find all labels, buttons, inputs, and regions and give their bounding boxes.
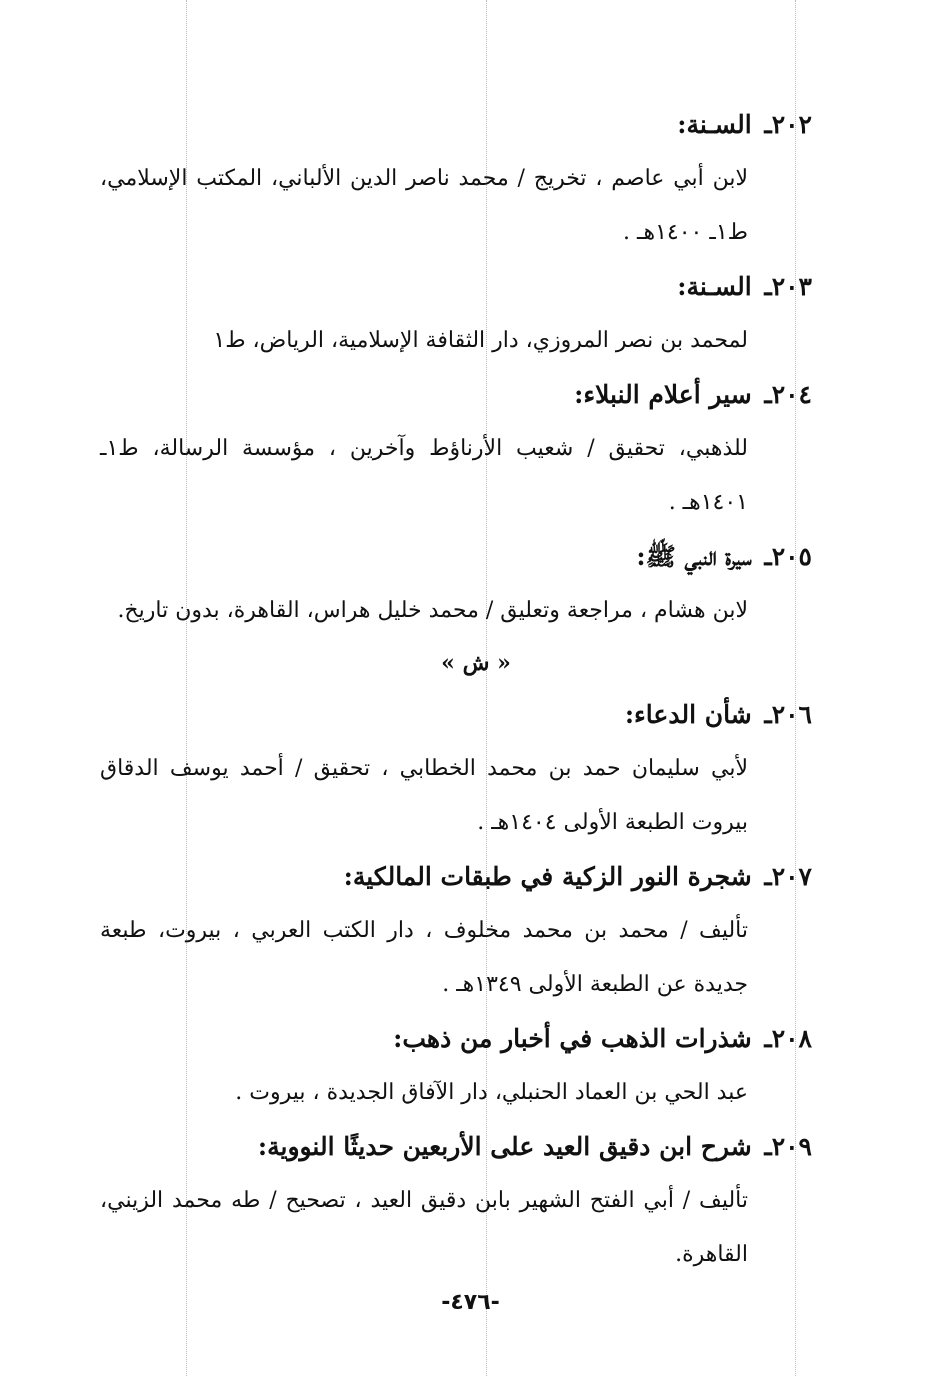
- page-number: -٤٧٦-: [441, 1290, 500, 1315]
- entry-line: لأبي سليمان حمد بن محمد الخطابي ، تحقيق / أحمد يوسف الدقاق: [100, 756, 748, 781]
- entry-number: ٢٠٥ـ: [764, 542, 812, 571]
- entry-title: [100, 688, 812, 742]
- entry-number: ٢٠٣ـ: [764, 272, 812, 301]
- entry-title-text: السـنة:: [677, 272, 752, 301]
- bibliography-entry: [100, 688, 812, 850]
- entry-line: تأليف / أبي الفتح الشهير بابن دقيق العيد ، تصحيح / طه محمد الزيني،: [100, 1188, 748, 1213]
- entry-line: لابن أبي عاصم ، تخريج / محمد ناصر الدين الألباني، المكتب الإسلامي،: [100, 166, 748, 191]
- bibliography-entry: [100, 260, 812, 368]
- entry-line: للذهبي، تحقيق / شعيب الأرناؤط وآخرين ، مؤسسة الرسالة، ط١ـ: [100, 436, 748, 461]
- entry-title-text: شرح ابن دقيق العيد على الأربعين حديثًا النووية:: [257, 1132, 752, 1161]
- entry-title: [100, 530, 812, 584]
- bibliography-entry: [100, 530, 812, 638]
- bibliography-entry: [100, 1120, 812, 1282]
- entry-title-text: شذرات الذهب في أخبار من ذهب:: [393, 1024, 752, 1053]
- entry-number: ٢٠٤ـ: [764, 380, 812, 409]
- entry-number: ٢٠٢ـ: [764, 110, 812, 139]
- entry-line: عبد الحي بن العماد الحنبلي، دار الآفاق الجديدة ، بيروت .: [235, 1080, 748, 1105]
- entry-title-text: شأن الدعاء:: [624, 700, 752, 729]
- bibliography-entry: [100, 368, 812, 530]
- bibliography-list: [100, 98, 812, 1282]
- entry-line: بيروت الطبعة الأولى ١٤٠٤هـ .: [477, 810, 748, 835]
- entry-title-text: شجرة النور الزكية في طبقات المالكية:: [343, 862, 752, 891]
- entry-line: ١٤٠١هـ .: [668, 490, 748, 515]
- entry-title-text: سير أعلام النبلاء:: [574, 380, 752, 409]
- entry-number: ٢٠٦ـ: [764, 700, 812, 729]
- entry-title: [100, 98, 812, 152]
- section-letter-heading: « ش »: [441, 650, 511, 676]
- entry-title: [100, 850, 812, 904]
- entry-number: ٢٠٩ـ: [764, 1132, 812, 1161]
- entry-title: [100, 260, 812, 314]
- entry-line: القاهرة.: [675, 1242, 748, 1267]
- entry-title-text: السـنة:: [677, 110, 752, 139]
- bibliography-entry: [100, 1012, 812, 1120]
- entry-line: لابن هشام ، مراجعة وتعليق / محمد خليل هراس، القاهرة، بدون تاريخ.: [117, 598, 748, 623]
- entry-line: لمحمد بن نصر المروزي، دار الثقافة الإسلامية، الرياض، ط١: [213, 328, 748, 353]
- entry-number: ٢٠٨ـ: [764, 1024, 812, 1053]
- entry-line: ط١ـ ١٤٠٠هـ .: [623, 220, 748, 245]
- entry-line: جديدة عن الطبعة الأولى ١٣٤٩هـ .: [442, 972, 748, 997]
- entry-number: ٢٠٧ـ: [764, 862, 812, 891]
- entry-title: [100, 368, 812, 422]
- entry-title: [100, 1012, 812, 1066]
- entry-title: [100, 1120, 812, 1174]
- entry-line: تأليف / محمد بن محمد مخلوف ، دار الكتب العربي ، بيروت، طبعة: [100, 918, 748, 943]
- bibliography-entry: [100, 850, 812, 1012]
- bibliography-entry: [100, 98, 812, 260]
- entry-title-text: سيرة النبي ﷺ:: [636, 542, 752, 571]
